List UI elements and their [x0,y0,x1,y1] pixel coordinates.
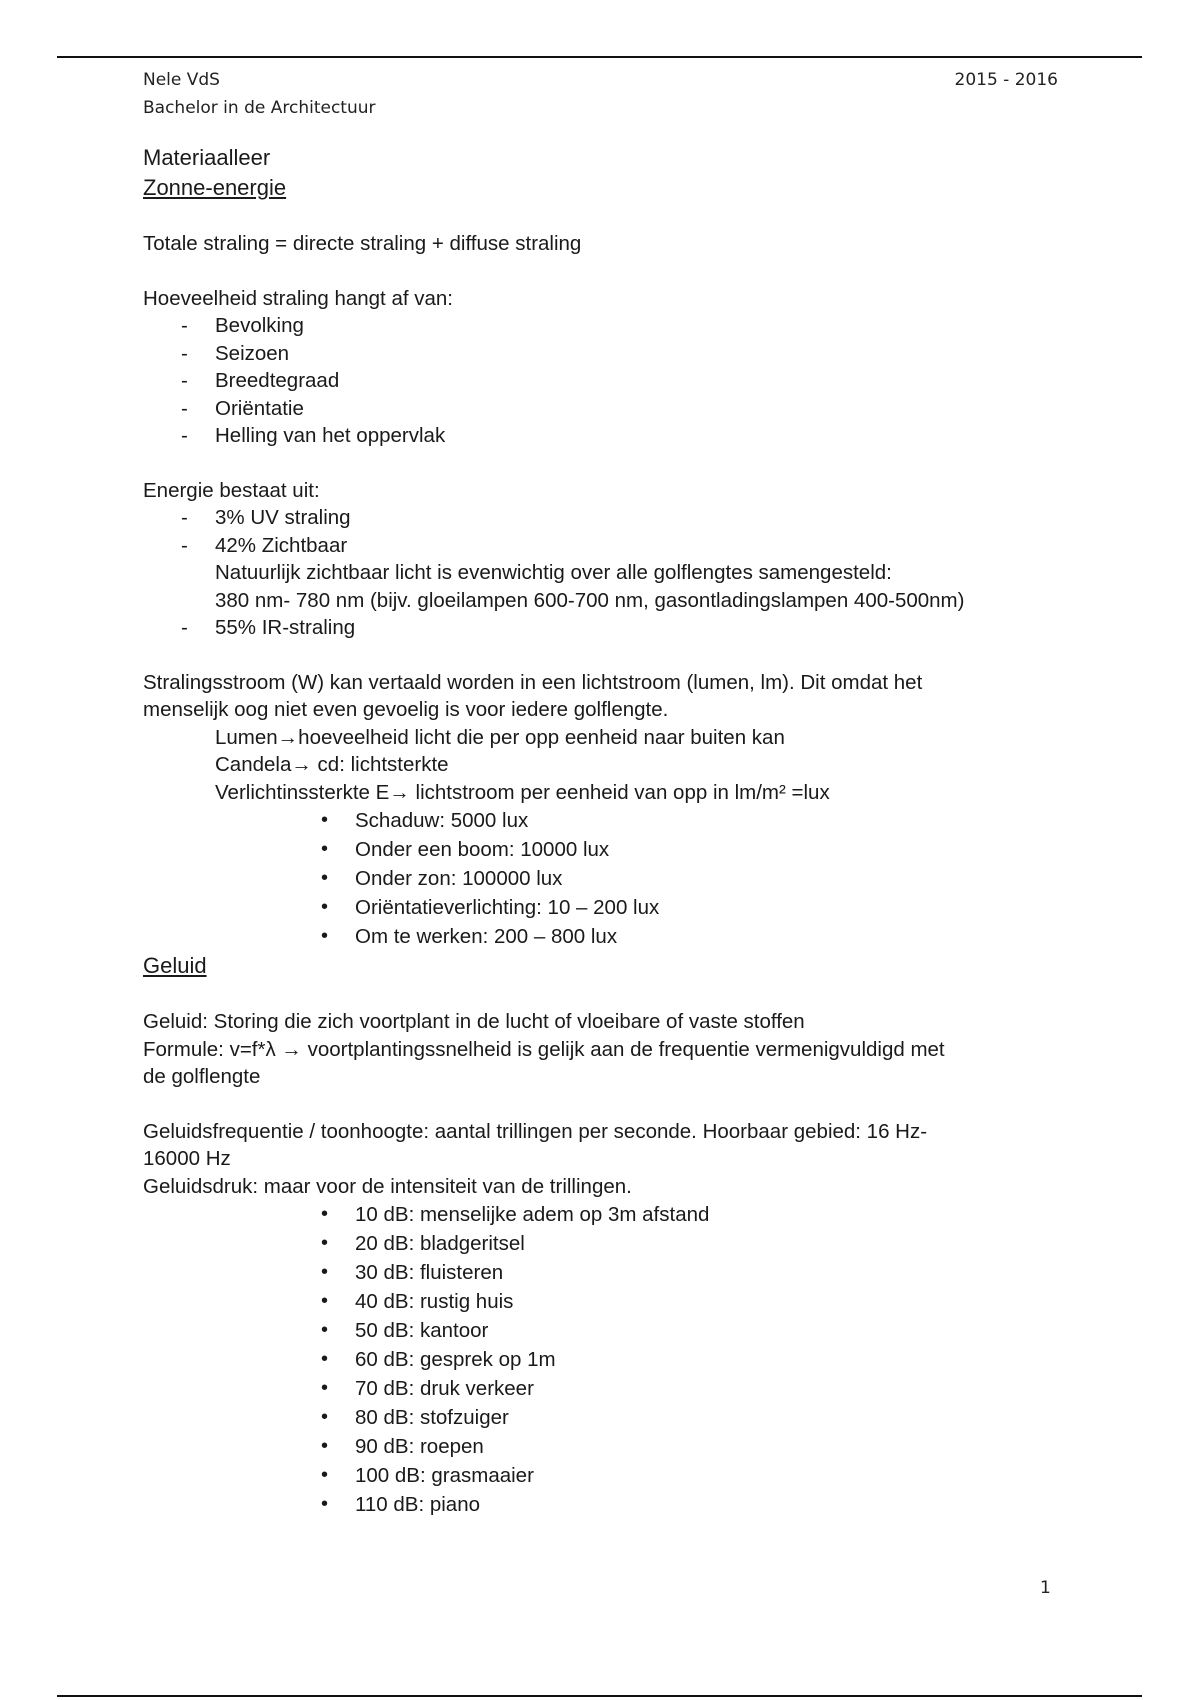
sound-definition: Geluid: Storing die zich voortplant in de lucht of vloeibare of vaste stoffen [143,1010,805,1033]
decibel-examples-list [143,1200,1063,1519]
list-item: - 55% IR-straling [143,614,1063,642]
list-item: - Helling van het oppervlak [143,422,1063,450]
academic-year: 2015 - 2016 [954,70,1058,90]
list-item: • 100 dB: grasmaaier [143,1461,1063,1490]
list-item: - 42% Zichtbaar [143,532,1063,560]
list-item: • 110 dB: piano [143,1490,1063,1519]
list-item: • 80 dB: stofzuiger [143,1403,1063,1432]
list-item: - Breedtegraad [143,367,1063,395]
list-item: • 70 dB: druk verkeer [143,1374,1063,1403]
energy-intro: Energie bestaat uit: [143,478,320,502]
lux-examples-list [143,806,1063,951]
list-item: • 60 dB: gesprek op 1m [143,1345,1063,1374]
author-name: Nele VdS [143,70,220,90]
lumen-definition: Lumen→hoeveelheid licht die per opp eenheid naar buiten kan [215,725,785,749]
list-item: - Seizoen [143,340,1063,368]
illuminance-definition: Verlichtinssterkte E→ lichtstroom per eenheid van opp in lm/m² =lux [215,780,830,804]
flux-text-line-1: Stralingsstroom (W) kan vertaald worden in een lichtstroom (lumen, lm). Dit omdat het [143,670,923,694]
amount-intro: Hoeveelheid straling hangt af van: [143,286,453,310]
list-item: - 3% UV straling [143,504,1063,532]
list-item: • Oriëntatieverlichting: 10 – 200 lux [143,893,1063,922]
formula-line-1: Formule: v=f*λ → voortplantingssnelheid is gelijk aan de frequentie vermenigvuldigd met [143,1037,945,1061]
visible-light-note: Natuurlijk zichtbaar licht is evenwichtig over alle golflengtes samengesteld: [215,561,892,584]
total-radiation-text: Totale straling = directe straling + diffuse straling [143,232,582,255]
amount-factors-list [143,312,1063,450]
program-name: Bachelor in de Architectuur [143,98,376,118]
list-item: - Bevolking [143,312,1063,340]
list-item: • Onder een boom: 10000 lux [143,835,1063,864]
list-item: • 50 dB: kantoor [143,1316,1063,1345]
frequency-line-1: Geluidsfrequentie / toonhoogte: aantal trillingen per seconde. Hoorbaar gebied: 16 Hz- [143,1119,928,1143]
list-item: • Schaduw: 5000 lux [143,806,1063,835]
candela-definition: Candela→ cd: lichtsterkte [215,753,449,776]
energy-components-list [143,504,1063,559]
visible-light-range: 380 nm- 780 nm (bijv. gloeilampen 600-700 nm, gasontladingslampen 400-500nm) [215,588,965,612]
section-heading-geluid: Geluid [143,953,207,978]
footer-rule [57,1695,1142,1697]
list-item: • Onder zon: 100000 lux [143,864,1063,893]
list-item: • 90 dB: roepen [143,1432,1063,1461]
list-item: • 40 dB: rustig huis [143,1287,1063,1316]
sound-pressure-text: Geluidsdruk: maar voor de intensiteit van de trillingen. [143,1174,632,1198]
document-title: Materiaalleer [143,145,271,170]
header-rule [57,56,1142,58]
list-item: • Om te werken: 200 – 800 lux [143,922,1063,951]
list-item: • 30 dB: fluisteren [143,1258,1063,1287]
section-heading-zonne-energie: Zonne-energie [143,175,287,200]
page-number: 1 [1040,1578,1051,1598]
document-body [143,143,1063,1519]
list-item: • 10 dB: menselijke adem op 3m afstand [143,1200,1063,1229]
energy-components-list-continued [143,614,1063,642]
list-item: - Oriëntatie [143,395,1063,423]
formula-line-2: de golflengte [143,1065,261,1088]
flux-text-line-2: menselijk oog niet even gevoelig is voor iedere golflengte. [143,698,669,721]
list-item: • 20 dB: bladgeritsel [143,1229,1063,1258]
frequency-line-2: 16000 Hz [143,1147,231,1170]
